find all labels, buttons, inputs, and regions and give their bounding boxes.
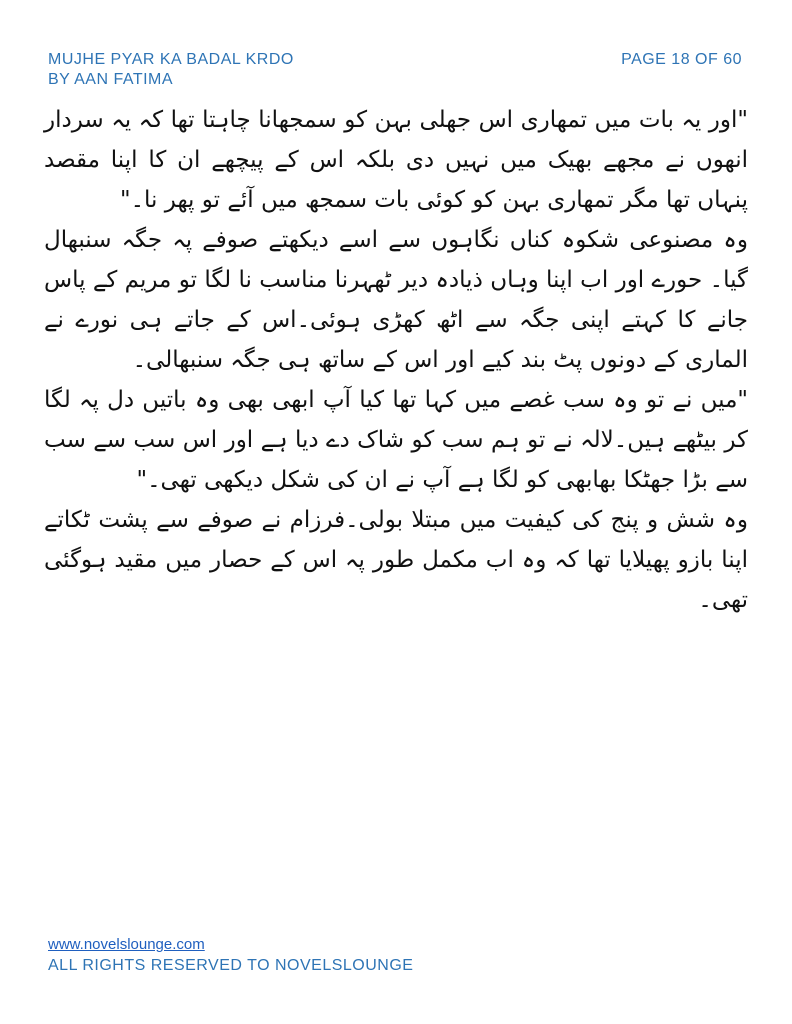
document-footer: [48, 935, 413, 977]
story-body: [44, 100, 748, 620]
rights-notice: ALL RIGHTS RESERVED TO NOVELSLOUNGE: [48, 957, 414, 974]
page-number: PAGE 18 OF 60: [621, 51, 742, 68]
paragraph-1: "اور یہ بات میں تمھاری اس جھلی بہن کو سمجھانا چاہتا تھا کہ یہ سردار انھوں نے مجھے بھیک میں نہیں دی بلکہ اس کے پیچھے ان کا اپنا مقصد پنہاں تھا مگر تمھاری بہن کو کوئی بات سمجھ میں آئے تو پھر نا۔": [44, 107, 748, 213]
paragraph-2: وہ مصنوعی شکوہ کناں نگاہوں سے اسے دیکھتے صوفے پہ جگہ سنبھال گیا۔ حورے اور اب اپنا وہاں ذیادہ دیر ٹھہرنا مناسب نا لگا تو مریم کے پاس جانے کا کہتے اپنی جگہ سے اٹھ کھڑی ہوئی۔اس کے جاتے ہی نورے نے الماری کے دونوں پٹ بند کیے اور اس کے ساتھ ہی جگہ سنبھالی۔: [44, 227, 748, 373]
paragraph-4: وہ شش و پنج کی کیفیت میں مبتلا بولی۔فرزام نے صوفے سے پشت ٹکاتے اپنا بازو پھیلایا تھا کہ وہ اب مکمل طور پہ اس کے حصار میں مقید ہوگئی تھی۔: [44, 507, 748, 613]
paragraph-3: "میں نے تو وہ سب غصے میں کہا تھا کیا آپ ابھی بھی وہ باتیں دل پہ لگا کر بیٹھے ہیں۔لالہ نے تو ہم سب کو شاک دے دیا ہے اور اس سب سے سب سے بڑا جھٹکا بھابھی کو لگا ہے آپ نے ان کی شکل دیکھی تھی۔": [44, 387, 748, 493]
novel-title: MUJHE PYAR KA BADAL KRDO: [48, 51, 294, 68]
document-header-left: [48, 50, 294, 90]
website-link[interactable]: www.novelslounge.com: [48, 936, 205, 953]
author-line: BY AAN FATIMA: [48, 71, 174, 88]
